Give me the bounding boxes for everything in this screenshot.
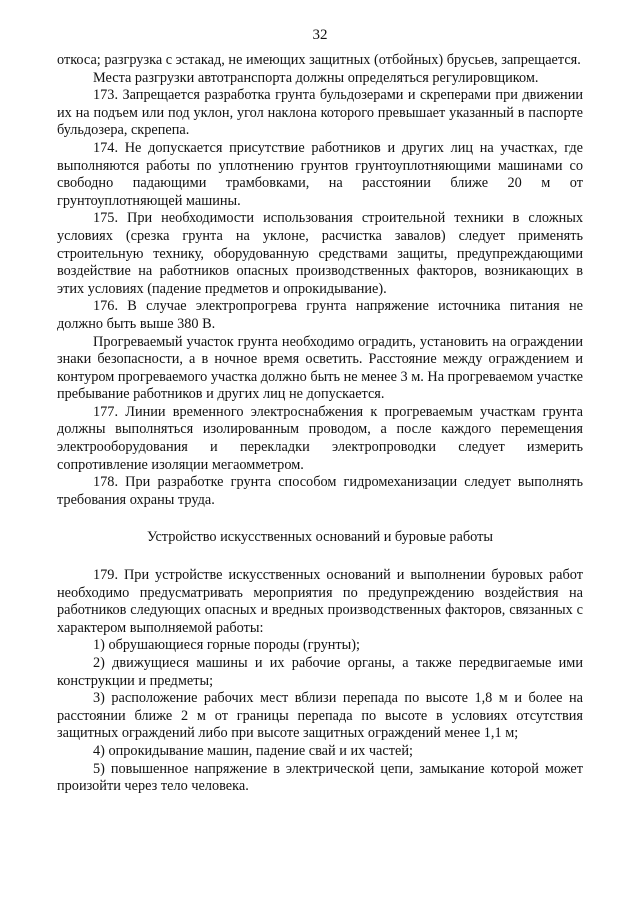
paragraph-179: 179. При устройстве искусственных оснований и выполнении буровых работ необходимо предусматривать мероприятия по предупреждению воздействия на работников следующих опасных и вредных производственных факторов, связанных с характером выполняемой работы:: [57, 567, 583, 636]
list-item: 2) движущиеся машины и их рабочие органы, а также передвигаемые ими конструкции и предметы;: [57, 655, 583, 689]
paragraph-173: 173. Запрещается разработка грунта бульдозерами и скреперами при движении их на подъем или под уклон, угол наклона которого превышает указанный в паспорте бульдозера, скрепепа.: [57, 87, 583, 139]
page-number: 32: [312, 27, 328, 43]
hazard-factor-list: [57, 637, 583, 795]
paragraph-unloading-places: Места разгрузки автотранспорта должны определяться регулировщиком.: [93, 69, 539, 86]
paragraph-heated-area: Прогреваемый участок грунта необходимо оградить, установить на ограждении знаки безопасности, а в ночное время осветить. Расстояние между ограждением и контуром прогреваемого участка должно быть не менее 3 м. На прогреваемом участке пребывание работников и других лиц не допускается.: [57, 333, 583, 403]
paragraph-178: 178. При разработке грунта способом гидромеханизации следует выполнять требования охраны труда.: [57, 474, 583, 508]
page-body: [57, 52, 583, 796]
paragraph-continuation: откоса; разгрузка с эстакад, не имеющих защитных (отбойных) брусьев, запрещается.: [57, 52, 581, 68]
list-item: 4) опрокидывание машин, падение свай и их частей;: [93, 742, 413, 759]
list-item: 5) повышенное напряжение в электрической цепи, замыкание которой может произойти через тело человека.: [57, 760, 583, 795]
paragraph-176: 176. В случае электропрогрева грунта напряжение источника питания не должно быть выше 380 В.: [57, 298, 583, 332]
paragraph-177: 177. Линии временного электроснабжения к прогреваемым участкам грунта должны выполняться изолированным проводом, а после каждого перемещения электрооборудования и перекладки электропроводки следует измерить сопротивление изоляции мегаомметром.: [57, 403, 583, 473]
section-heading: Устройство искусственных оснований и буровые работы: [147, 529, 493, 546]
list-item: 1) обрушающиеся горные породы (грунты);: [93, 637, 360, 654]
paragraph-175: 175. При необходимости использования строительной техники в сложных условиях (срезка грунта на уклоне, расчистка завалов) следует применять строительную технику, оборудованную средствами защиты, предупреждающими воздействие на работников опасных производственных факторов, возникающих в этих условиях (падение предметов и опрокидывание).: [57, 210, 583, 297]
paragraph-174: 174. Не допускается присутствие работников и других лиц на участках, где выполняются работы по уплотнению грунтов грунтоуплотняющими машинами со свободно падающими трамбовками, на расстоянии ближе 20 м от грунтоуплотняющей машины.: [57, 139, 583, 209]
list-item: 3) расположение рабочих мест вблизи перепада по высоте 1,8 м и более на расстоянии ближе 2 м от границы перепада по высоте в условиях отсутствия защитных ограждений либо при высоте защитных ограждений менее 1,1 м;: [57, 690, 583, 742]
